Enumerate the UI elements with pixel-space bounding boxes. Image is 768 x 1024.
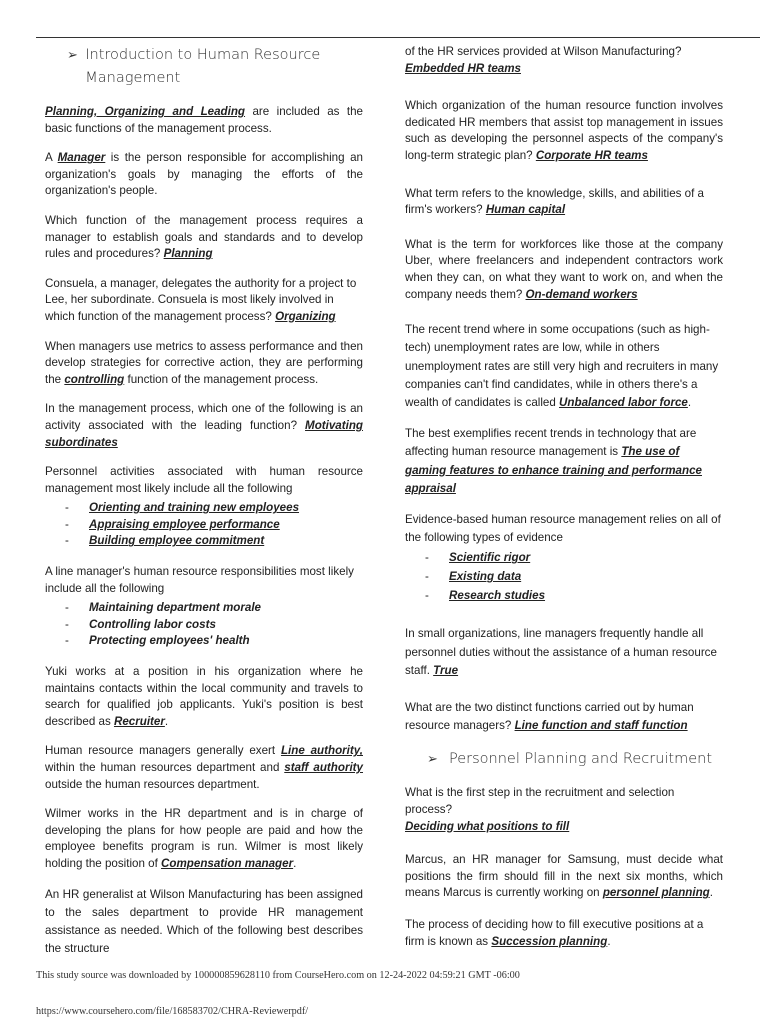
text: In the management process, which one of the following is an activity associated with the leading function? — [45, 402, 363, 432]
paragraph — [405, 186, 723, 219]
text: A — [45, 151, 58, 165]
paragraph — [45, 213, 363, 263]
section-heading-text: Personnel Planning and Recruitment — [449, 751, 713, 768]
text: What is the first step in the recruitment and selection process? — [405, 786, 675, 816]
answer: staff authority — [284, 761, 363, 774]
paragraph — [405, 44, 723, 77]
answer: Human capital — [485, 203, 566, 217]
answer: Motivating subordinates — [45, 418, 363, 449]
paragraph — [405, 98, 723, 164]
answer: Planning, Organizing and Leading — [45, 105, 246, 118]
text: When managers use metrics to assess performance and then develop strategies for corrective action, they are performing the — [45, 339, 363, 386]
paragraph — [45, 150, 363, 200]
text: The best exemplifies recent trends in technology that are affecting human resource management is — [405, 427, 697, 459]
right-column — [405, 44, 723, 963]
top-rule — [36, 37, 760, 38]
paragraph — [45, 401, 363, 451]
answer: Line authority, — [280, 744, 363, 758]
text: Yuki works at a position in his organization where he maintains contacts within the local community and travels to search for qualified job applicants. Yuki's position is best described as — [45, 665, 363, 728]
text: are included as the basic functions of the management process. — [45, 105, 363, 135]
answer: personnel planning — [602, 886, 710, 900]
paragraph — [405, 785, 723, 835]
answer: Organizing — [275, 309, 336, 323]
list-item: - Appraising employee performance — [45, 517, 363, 534]
paragraph — [405, 425, 723, 498]
paragraph — [45, 104, 363, 137]
left-column — [45, 40, 363, 971]
answer: Recruiter — [113, 714, 165, 728]
answer: Deciding what positions to fill — [405, 819, 570, 833]
text: Personnel activities associated with human resource management most likely include all the following — [45, 465, 363, 495]
text: The recent trend where in some occupations (such as high-tech) unemployment rates are low, while in others unemployment rates are still very high and recruiters in many companies can't find candidates, while in others there's a wealth of candidates is called — [405, 323, 719, 409]
text: The process of deciding how to fill executive positions at a firm is known as — [405, 917, 704, 948]
text: . — [709, 886, 713, 900]
paragraph — [405, 237, 723, 303]
text: Human resource managers generally exert — [45, 744, 281, 758]
paragraph — [45, 806, 363, 872]
list-item-text: Orienting and training new employees — [89, 501, 300, 515]
answer: Unbalanced labor force — [559, 395, 688, 409]
source-footer: This study source was downloaded by 100000859628110 from CourseHero.com on 12-24-2022 04:59:21 GMT -06:00 — [36, 970, 520, 981]
paragraph — [405, 625, 723, 680]
answer: Compensation manager — [161, 856, 294, 870]
paragraph — [45, 339, 363, 389]
text: within the human resources department and — [45, 761, 285, 774]
bullet-list — [45, 500, 363, 550]
list-item: - Building employee commitment — [45, 533, 363, 550]
text: of the HR services provided at Wilson Manufacturing? — [405, 45, 682, 58]
list-item: - Maintaining department morale — [45, 600, 363, 617]
text: An HR generalist at Wilson Manufacturing has been assigned to the sales department to provide HR management assistance as needed. Which of the following best describes the structure — [45, 887, 363, 955]
paragraph — [405, 852, 723, 902]
answer: The use of gaming features to enhance training and performance appraisal — [405, 445, 702, 495]
list-item-text: Existing data — [449, 570, 522, 584]
text: function of the management process. — [124, 372, 319, 386]
answer: controlling — [64, 372, 125, 386]
list-item-text: Maintaining department morale — [89, 601, 261, 615]
text: A line manager's human resource responsibilities most likely include all the following — [45, 565, 354, 595]
list-item: - Scientific rigor — [405, 548, 723, 567]
arrow-bullet-icon: ➢ — [427, 752, 438, 768]
answer: Line function and staff function — [514, 719, 688, 733]
paragraph — [405, 321, 723, 412]
paragraph — [45, 886, 363, 958]
text: Evidence-based human resource management relies on all of the following types of evidence — [405, 512, 721, 545]
text: What term refers to the knowledge, skills, and abilities of a firm's workers? — [405, 186, 704, 217]
text: Marcus, an HR manager for Samsung, must decide what positions the firm should fill in the next six months, which means Marcus is currently working on — [405, 853, 723, 900]
answer: True — [433, 663, 459, 677]
text: What is the term for workforces like those at the company Uber, where freelancers and independent contractors work when they can, on what they want to work on, and when the company needs them? — [405, 237, 723, 301]
answer: Manager — [57, 151, 106, 165]
list-item: - Research studies — [405, 586, 723, 605]
paragraph — [405, 917, 723, 950]
text: In small organizations, line managers frequently handle all personnel duties without the assistance of a human resource staff. — [405, 627, 717, 677]
list-item-text: Building employee commitment — [89, 534, 265, 548]
list-item-text: Scientific rigor — [449, 551, 531, 565]
answer: Embedded HR teams — [405, 61, 521, 75]
list-item: - Orienting and training new employees — [45, 500, 363, 517]
text: . — [607, 934, 611, 948]
list-item-text: Controlling labor costs — [89, 617, 216, 631]
answer: Planning — [163, 247, 213, 261]
paragraph — [45, 564, 363, 597]
text: What are the two distinct functions carried out by human resource managers? — [405, 700, 694, 733]
text: . — [164, 714, 169, 728]
text: . — [687, 395, 692, 409]
text: Which function of the management process requires a manager to establish goals and standards and to develop rules and procedures? — [45, 213, 363, 261]
paragraph — [405, 511, 723, 547]
section-heading-text: Introduction to Human Resource Management — [85, 47, 321, 86]
answer: Corporate HR teams — [535, 148, 648, 162]
list-item: - Existing data — [405, 567, 723, 586]
paragraph — [45, 743, 363, 793]
arrow-bullet-icon: ➢ — [67, 48, 78, 63]
text: . — [293, 856, 297, 870]
text: Which organization of the human resource function involves dedicated HR members that assist top management in issues such as developing the personnel aspects of the company's long-term strategic plan? — [405, 99, 723, 162]
list-item-text: Appraising employee performance — [89, 517, 280, 531]
list-item: - Protecting employees' health — [45, 633, 363, 650]
text: outside the human resources department. — [45, 777, 260, 791]
paragraph — [45, 664, 363, 730]
section-heading-planning — [405, 748, 723, 771]
paragraph — [45, 276, 363, 326]
bullet-list — [405, 548, 723, 605]
answer: On-demand workers — [525, 287, 638, 301]
text: is the person responsible for accomplishing an organization's goals by managing the efforts of the organization's people. — [45, 151, 363, 198]
url-footer[interactable]: https://www.coursehero.com/file/168583702/CHRA-Reviewerpdf/ — [36, 1006, 309, 1017]
paragraph — [45, 464, 363, 497]
list-item: - Controlling labor costs — [45, 617, 363, 634]
bullet-list — [45, 600, 363, 650]
text: Wilmer works in the HR department and is in charge of developing the plans for how people are paid and how the employee benefits program is run. Wilmer is most likely holding the position of — [45, 807, 363, 870]
answer: Succession planning — [491, 934, 608, 948]
section-heading-intro — [45, 44, 363, 90]
paragraph — [405, 699, 723, 735]
list-item-text: Protecting employees' health — [89, 634, 250, 648]
list-item-text: Research studies — [449, 589, 546, 603]
text: Consuela, a manager, delegates the authority for a project to Lee, her subordinate. Consuela is most likely involved in which function of the management process? — [45, 276, 357, 323]
